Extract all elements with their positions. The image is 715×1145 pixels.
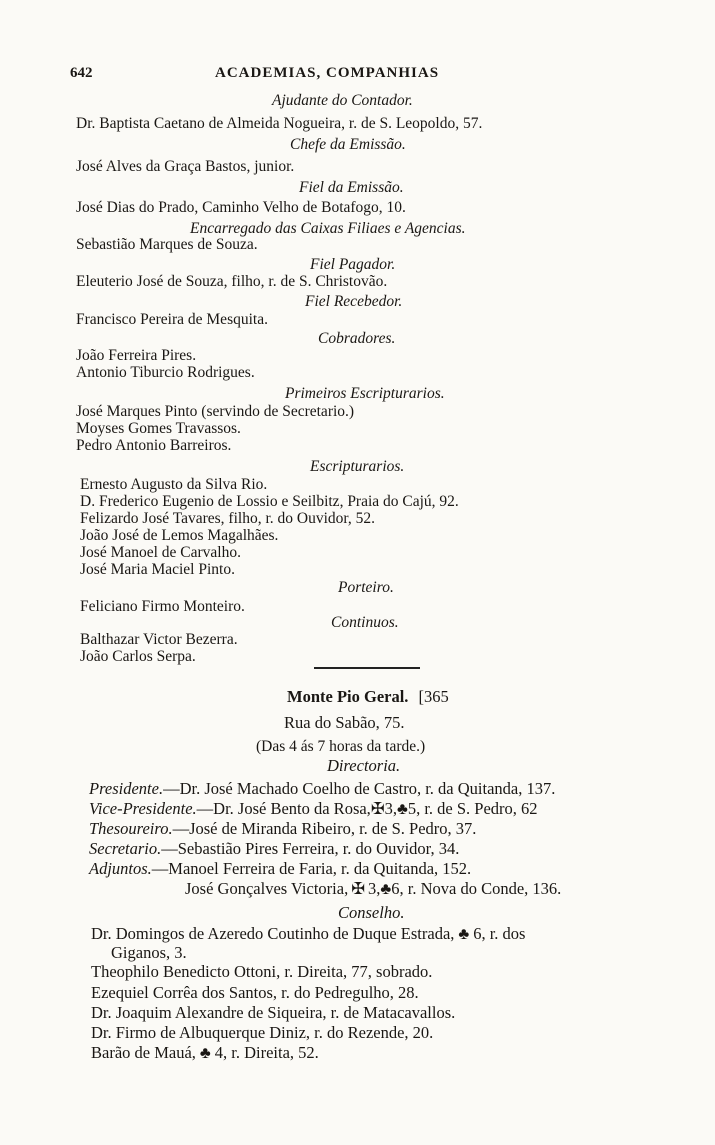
directoria-line: [89, 859, 471, 878]
section-hours: (Das 4 ás 7 horas da tarde.): [256, 738, 426, 755]
staff-line: Antonio Tiburcio Rodrigues.: [76, 364, 255, 381]
role-heading: Ajudante do Contador.: [272, 92, 413, 109]
role-value: —José de Miranda Ribeiro, r. de S. Pedro, 37.: [172, 819, 477, 838]
role-value: 5, r. de S. Pedro, 62: [407, 799, 538, 818]
role-heading: Escripturarios.: [310, 458, 405, 475]
section-divider: [314, 667, 420, 669]
staff-line: Sebastião Marques de Souza.: [76, 236, 258, 253]
conselho-line: Theophilo Benedicto Ottoni, r. Direita, 77, sobrado.: [91, 962, 433, 981]
conselho-line: Giganos, 3.: [111, 943, 187, 962]
staff-line: Pedro Antonio Barreiros.: [76, 437, 232, 454]
cross-icon: ✠: [370, 799, 385, 818]
page-number: 642: [70, 65, 93, 81]
staff-line: José Maria Maciel Pinto.: [80, 561, 235, 578]
role-heading: Fiel Pagador.: [310, 256, 396, 273]
conselho-line: Ezequiel Corrêa dos Santos, r. do Pedregulho, 28.: [91, 983, 419, 1002]
member-text: Barão de Mauá,: [91, 1043, 196, 1062]
staff-line: Ernesto Augusto da Silva Rio.: [80, 476, 268, 493]
role-label: Secretario.: [89, 839, 162, 858]
role-label: Presidente.: [89, 779, 164, 798]
conselho-line: Dr. Joaquim Alexandre de Siqueira, r. de Matacavallos.: [91, 1003, 456, 1022]
rose-icon: ♣: [199, 1043, 211, 1062]
member-text: 6, r. dos: [473, 924, 526, 943]
cross-icon: ✠: [351, 879, 366, 898]
conselho-line: [91, 1043, 319, 1062]
rose-icon: ♣: [380, 879, 392, 898]
directoria-heading: Directoria.: [327, 756, 401, 775]
role-value: 6, r. Nova do Conde, 136.: [391, 879, 562, 898]
staff-line: José Marques Pinto (servindo de Secretario.): [76, 403, 355, 420]
member-text: Dr. Domingos de Azeredo Coutinho de Duque Estrada,: [91, 924, 455, 943]
role-heading: Continuos.: [331, 614, 399, 631]
role-heading: Porteiro.: [338, 579, 394, 596]
role-value: —Dr. José Machado Coelho de Castro, r. da Quitanda, 137.: [163, 779, 556, 798]
conselho-line: [91, 924, 525, 943]
conselho-heading: Conselho.: [338, 903, 405, 922]
staff-line: José Alves da Graça Bastos, junior.: [76, 158, 295, 175]
section-address: Rua do Sabão, 75.: [284, 713, 405, 732]
role-heading: Chefe da Emissão.: [290, 136, 406, 153]
staff-line: Eleuterio José de Souza, filho, r. de S. Christovão.: [76, 273, 388, 290]
role-value: —Sebastião Pires Ferreira, r. do Ouvidor, 34.: [161, 839, 460, 858]
role-heading: Cobradores.: [318, 330, 396, 347]
role-heading: Fiel da Emissão.: [299, 179, 404, 196]
role-value: 3,: [384, 799, 398, 818]
staff-line: João José de Lemos Magalhães.: [80, 527, 279, 544]
staff-line: José Manoel de Carvalho.: [80, 544, 241, 561]
staff-line: Francisco Pereira de Mesquita.: [76, 311, 268, 328]
staff-line: José Dias do Prado, Caminho Velho de Botafogo, 10.: [76, 199, 406, 216]
running-header: ACADEMIAS, COMPANHIAS: [215, 65, 440, 81]
staff-line: Dr. Baptista Caetano de Almeida Nogueira, r. de S. Leopoldo, 57.: [76, 115, 483, 132]
role-heading: Fiel Recebedor.: [305, 293, 403, 310]
rose-icon: ♣: [458, 924, 470, 943]
role-value: —Manoel Ferreira de Faria, r. da Quitanda, 152.: [151, 859, 472, 878]
role-value: José Gonçalves Victoria,: [185, 879, 349, 898]
role-heading: Encarregado das Caixas Filiaes e Agencias.: [190, 220, 466, 237]
role-heading: Primeiros Escripturarios.: [285, 385, 445, 402]
section-name: Monte Pio Geral.: [287, 687, 409, 706]
section-ref: [365: [418, 687, 449, 706]
staff-line: Felizardo José Tavares, filho, r. do Ouvidor, 52.: [80, 510, 376, 527]
section-title: [287, 687, 449, 706]
role-label: Adjuntos.: [89, 859, 152, 878]
member-text: 4, r. Direita, 52.: [214, 1043, 319, 1062]
role-label: Vice-Presidente.: [89, 799, 197, 818]
directoria-line: [89, 819, 476, 838]
staff-line: João Carlos Serpa.: [80, 648, 196, 665]
staff-line: Moyses Gomes Travassos.: [76, 420, 241, 437]
role-label: Thesoureiro.: [89, 819, 173, 838]
directoria-line: [89, 779, 555, 798]
conselho-line: Dr. Firmo de Albuquerque Diniz, r. do Rezende, 20.: [91, 1023, 434, 1042]
staff-line: Feliciano Firmo Monteiro.: [80, 598, 245, 615]
directoria-line: [185, 879, 561, 898]
staff-line: D. Frederico Eugenio de Lossio e Seilbitz, Praia do Cajú, 92.: [80, 493, 459, 510]
role-value: —Dr. José Bento da Rosa,: [196, 799, 371, 818]
directoria-line: [89, 799, 538, 818]
staff-line: João Ferreira Pires.: [76, 347, 197, 364]
staff-line: Balthazar Victor Bezerra.: [80, 631, 238, 648]
rose-icon: ♣: [397, 799, 408, 818]
directoria-line: [89, 839, 459, 858]
role-value: 3,: [368, 879, 381, 898]
